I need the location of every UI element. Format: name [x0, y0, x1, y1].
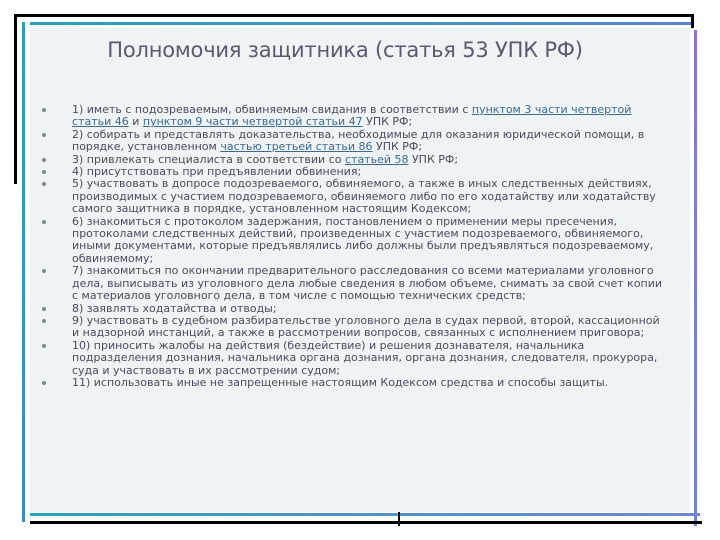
list-item-text: 3) привлекать специалиста в соответствии со [72, 152, 345, 166]
frame-bottom-dark [30, 521, 702, 524]
list-item-text: 10) приносить жалобы на действия (бездействие) и решения дознавателя, начальника подразделения дознания, начальника органа дознания, органа дознания, следователя, прокурора, суда и участвовать в их рассмотрении судом; [72, 338, 658, 377]
list-item [30, 315, 670, 340]
list-item-text: 11) использовать иные не запрещенные настоящим Кодексом средства и способы защиты. [72, 375, 609, 389]
list-item [30, 216, 670, 266]
list-item [30, 377, 670, 389]
bullet-icon [42, 269, 46, 273]
list-item [30, 129, 670, 154]
list-item-text: УПК РФ; [372, 140, 423, 154]
list-item [30, 104, 670, 129]
list-item-text: 9) участвовать в судебном разбирательстве уголовного дела в судах первой, второй, кассационной и надзорной инстанций, а также в рассмотрении вопросов, связанных с исполнением приговора; [72, 313, 660, 340]
list-item-text: 6) знакомиться с протоколом задержания, постановлением о применении меры пресечения, протоколами следственных действий, произведенных с участием подозреваемого, обвиняемого, иными документами, которые предъявлялись либо должны были предъявляться подозреваемому, обвиняемому; [72, 214, 654, 265]
list-item-text: 4) присутствовать при предъявлении обвинения; [72, 165, 362, 179]
law-reference-link[interactable]: статьей 58 [344, 152, 409, 166]
powers-list [30, 104, 670, 389]
list-item-text: 1) иметь с подозреваемым, обвиняемым свидания в соответствии с [72, 103, 472, 116]
bullet-icon [42, 344, 46, 348]
slide-title: Полномочия защитника (статья 53 УПК РФ) [107, 38, 583, 62]
bullet-icon [42, 220, 46, 224]
frame-left-teal [22, 22, 25, 522]
list-item-text: 2) собирать и представлять доказательства, необходимые для оказания юридической помощи, в порядке, установленном [72, 127, 645, 154]
bullet-icon [42, 108, 46, 112]
frame-top-teal [30, 22, 694, 25]
list-item [30, 178, 670, 215]
bullet-icon [42, 319, 46, 323]
list-item-text: УПК РФ; [408, 152, 459, 166]
list-item-text: 8) заявлять ходатайства и отводы; [72, 301, 277, 315]
frame-top-dark [14, 14, 694, 17]
list-item-text: и [128, 115, 143, 129]
list-item-text: УПК РФ; [362, 115, 413, 129]
law-reference-link[interactable]: частью третьей статьи 86 [220, 140, 373, 154]
list-item-text: 5) участвовать в допросе подозреваемого, обвиняемого, а также в иных следственных действиях, производимых с участием подозреваемого, обвиняемого либо по его ходатайству или ходатайству самого защитника в порядке, установленном настоящим Кодексом; [72, 177, 656, 216]
bullet-icon [42, 158, 46, 162]
list-item-text: 7) знакомиться по окончании предварительного расследования со всеми материалами уголовного дела, выписывать из уголовного дела любые сведения в любом объеме, снимать за свой счет копии с материалов уголовного дела, в том числе с помощью технических средств; [72, 264, 663, 303]
frame-bottom-tick [398, 510, 400, 526]
bullet-icon [42, 307, 46, 311]
bullet-icon [42, 133, 46, 137]
list-item [30, 340, 670, 377]
bullet-icon [42, 381, 46, 385]
frame-right-dark [691, 14, 694, 28]
frame-bottom-teal [30, 513, 700, 516]
law-reference-link[interactable]: пунктом 9 части четвертой статьи 47 [142, 115, 363, 129]
bullet-icon [42, 182, 46, 186]
frame-right-purple [694, 30, 697, 526]
bullet-icon [42, 170, 46, 174]
list-item [30, 265, 670, 302]
law-reference-link[interactable]: пунктом 3 части четвертой статьи 46 [72, 103, 632, 129]
